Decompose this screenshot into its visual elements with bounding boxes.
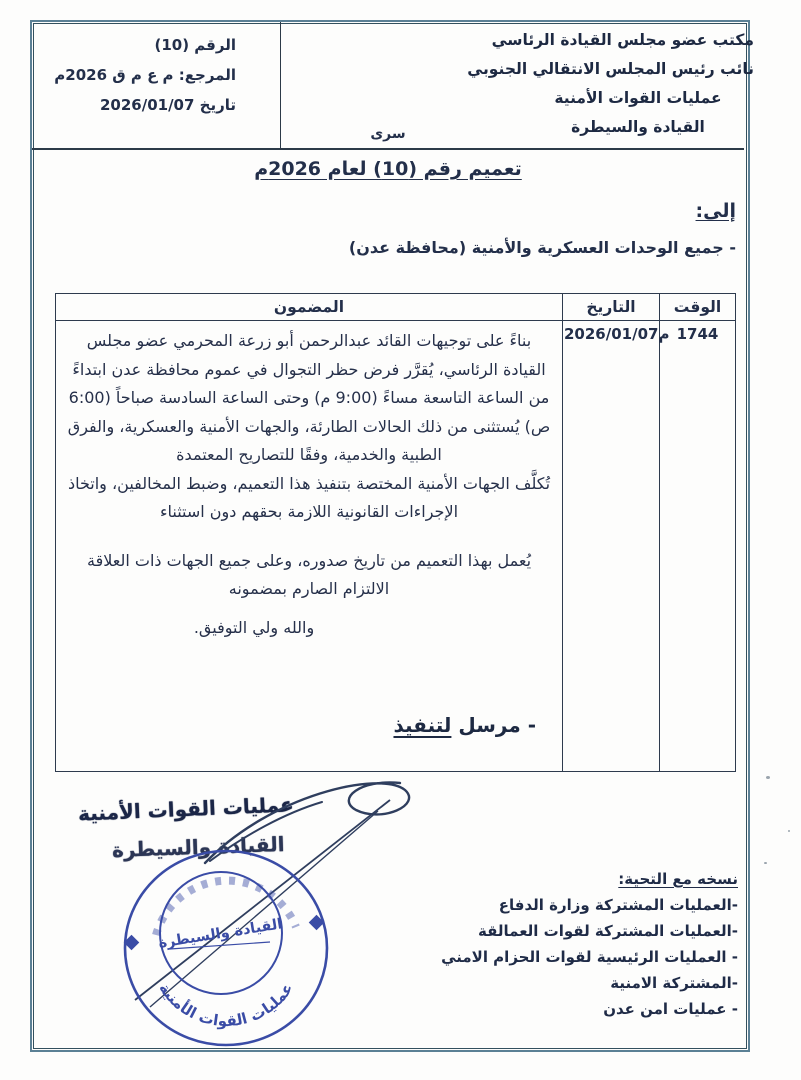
dispatch-word: لتنفيذ [393, 713, 452, 737]
column-header-time: الوقت [660, 294, 736, 321]
table-header-row [56, 294, 736, 321]
reference-box [40, 30, 236, 120]
letterhead-line: نائب رئيس المجلس الانتقالي الجنوبي [467, 60, 754, 78]
svg-text:عمليات القوات الأمنية [155, 980, 296, 1031]
closing-phrase: والله ولي التوفيق. [193, 617, 315, 637]
directive-table [55, 293, 736, 772]
distribution-list [398, 866, 738, 1022]
addressee-item: - جميع الوحدات العسكرية والأمنية (محافظة عدن) [348, 238, 736, 257]
official-stamp-icon [108, 845, 348, 1055]
column-header-date: التاريخ [563, 294, 660, 321]
body-paragraph: يُعمل بهذا التعميم من تاريخ صدوره، وعلى جميع الجهات ذات العلاقة الالتزام الصارم بمضمونه [86, 550, 532, 598]
distribution-item: -العمليات المشتركة لقوات العمالقة [477, 922, 738, 940]
dispatch-note [393, 713, 536, 737]
distribution-item: - العمليات الرئيسية لقوات الحزام الامني [441, 948, 738, 966]
distribution-item: -المشتركة الامنية [610, 974, 738, 992]
letterhead-line: مكتب عضو مجلس القيادة الرئاسي [491, 31, 754, 49]
distribution-item: -العمليات المشتركة وزارة الدفاع [498, 896, 738, 914]
scan-artifact [766, 776, 770, 779]
page-title: تعميم رقم (10) لعام 2026م [254, 158, 522, 180]
distribution-header: نسخه مع التحية: [618, 870, 738, 888]
date-cell: 2026/01/07م [563, 321, 660, 772]
document-number: الرقم (10) [154, 36, 236, 54]
scan-artifact [788, 830, 790, 832]
classification-marking: سرى [370, 126, 406, 142]
body-paragraph: تُكلَّف الجهات الأمنية المختصة بتنفيذ هذا التعميم، وضبط المخالفين، واتخاذ الإجراءات القانونية اللازمة بحقهم دون استثناء [67, 473, 551, 521]
table-row [56, 321, 736, 772]
document-date: تاريخ 2026/01/07 [99, 96, 236, 114]
stamp-center-text: القيادة والسيطرة [157, 916, 284, 952]
letterhead-line: عمليات القوات الأمنية [554, 89, 722, 107]
document-reference: المرجع: م ع م ق 2026م [54, 66, 236, 84]
stamped-unit-line: عمليات القوات الأمنية [77, 792, 295, 826]
time-cell: 1744 [660, 321, 736, 772]
stamp-arc-text: عمليات القوات الأمنية [155, 979, 297, 1031]
column-header-content: المضمون [56, 294, 563, 321]
letterhead-line: القيادة والسيطرة [571, 118, 705, 136]
scan-artifact [764, 862, 767, 864]
content-cell [56, 321, 563, 772]
letterhead [467, 26, 754, 142]
addressee-label: إلى: [695, 200, 736, 222]
distribution-item: - عمليات امن عدن [603, 1000, 738, 1018]
body-paragraph: بناءً على توجيهات القائد عبدالرحمن أبو زرعة المحرمي عضو مجلس القيادة الرئاسي، يُقرَّر فرض حظر التجوال في عموم محافظة عدن ابتداءً من الساعة التاسعة مساءً (9:00 م) وحتى الساعة السادسة صباحاً (6:00 ص) يُستثنى من ذلك الحالات الطارئة، والجهات الأمنية والعسكرية، والفرق الطبية والخدمية، وفقًا للتصاريح المعتمدة [67, 331, 551, 464]
header-rule [32, 148, 744, 150]
dispatch-prefix: - مرسل [458, 713, 536, 737]
stamped-unit-line: القيادة والسيطرة [111, 831, 285, 863]
